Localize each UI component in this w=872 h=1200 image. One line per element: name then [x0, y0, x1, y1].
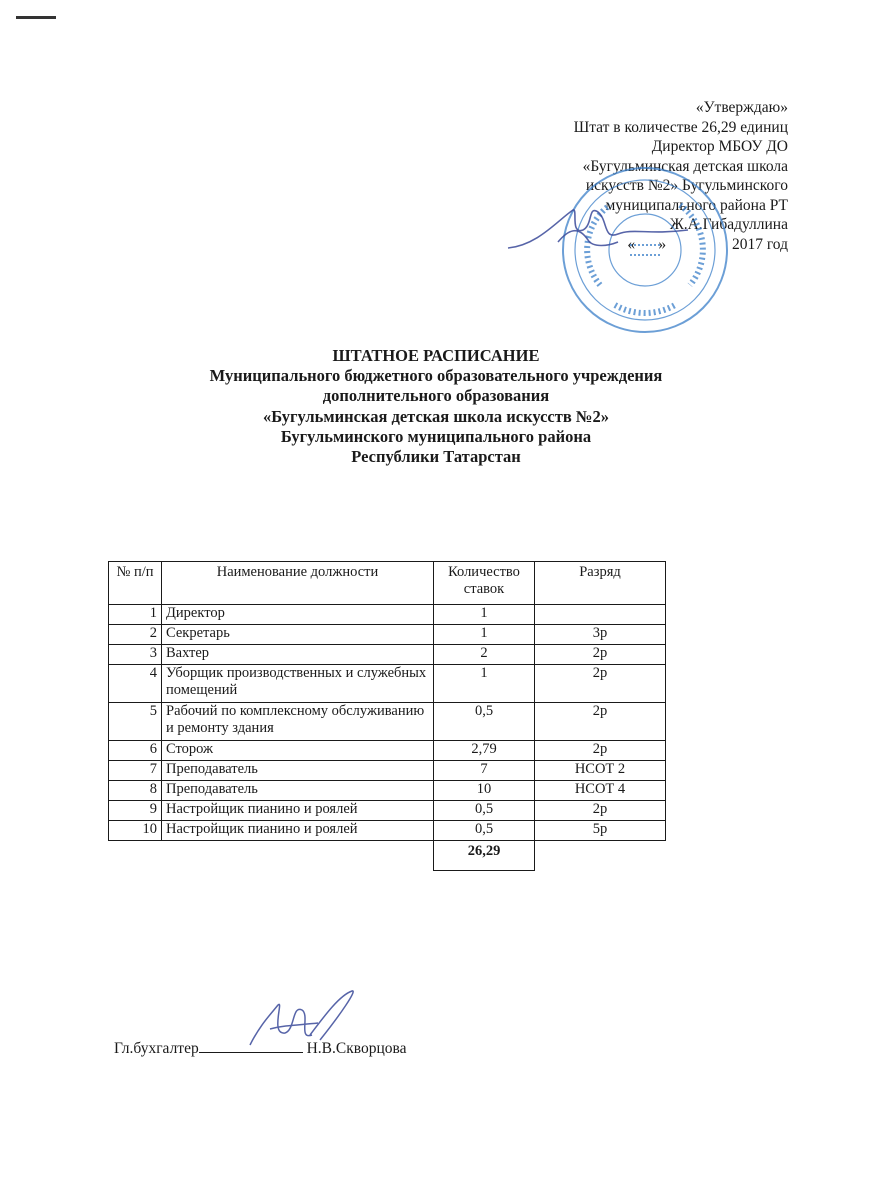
cell-qty: 2	[434, 645, 535, 665]
cell-name: Рабочий по комплексному обслуживанию и ремонту здания	[162, 703, 434, 741]
table-row	[109, 741, 666, 761]
table-row	[109, 645, 666, 665]
table-row	[109, 625, 666, 645]
footer-name: Н.В.Скворцова	[306, 1040, 407, 1057]
approval-date-line: « » 2017 год	[627, 235, 788, 253]
cell-qty: 2,79	[434, 741, 535, 761]
cell-num: 7	[109, 761, 162, 781]
cell-num: 2	[109, 625, 162, 645]
approval-line: Ж.А.Гибадуллина	[669, 216, 788, 233]
cell-num: 5	[109, 703, 162, 741]
cell-num: 1	[109, 605, 162, 625]
cell-name: Настройщик пианино и роялей	[162, 801, 434, 821]
cell-name: Директор	[162, 605, 434, 625]
cell-grade: 2р	[535, 741, 666, 761]
cell-grade	[535, 605, 666, 625]
cell-name: Настройщик пианино и роялей	[162, 821, 434, 841]
total-row	[109, 841, 666, 871]
table-row	[109, 821, 666, 841]
title-line: дополнительного образования	[322, 386, 550, 406]
cell-qty: 7	[434, 761, 535, 781]
cell-grade: 3р	[535, 625, 666, 645]
staff-table	[108, 561, 666, 871]
cell-num: 3	[109, 645, 162, 665]
title-line: «Бугульминская детская школа искусств №2»	[263, 406, 609, 426]
signature-line	[199, 1036, 303, 1053]
approval-line: «Бугульминская детская школа	[582, 157, 788, 175]
table-row	[109, 605, 666, 625]
cell-grade: 2р	[535, 645, 666, 665]
cell-name: Вахтер	[162, 645, 434, 665]
cell-num: 9	[109, 801, 162, 821]
cell-name: Сторож	[162, 741, 434, 761]
cell-name: Преподаватель	[162, 781, 434, 801]
approval-line: искусств №2» Бугульминского	[585, 177, 788, 194]
cell-qty: 0,5	[434, 703, 535, 741]
cell-num: 6	[109, 741, 162, 761]
header-num: № п/п	[109, 562, 162, 605]
table-row	[109, 801, 666, 821]
cell-grade: НСОТ 2	[535, 761, 666, 781]
approval-line: «Утверждаю»	[695, 99, 788, 116]
header-grade: Разряд	[535, 562, 666, 605]
cell-qty: 0,5	[434, 801, 535, 821]
cell-num: 4	[109, 665, 162, 703]
cell-grade: 2р	[535, 801, 666, 821]
table-row	[109, 665, 666, 703]
title-line: Республики Татарстан	[351, 447, 521, 467]
document-title	[100, 346, 772, 467]
cell-qty: 1	[434, 665, 535, 703]
table-row	[109, 761, 666, 781]
cell-grade: 5р	[535, 821, 666, 841]
approval-line: Директор МБОУ ДО	[651, 138, 788, 155]
cell-num: 10	[109, 821, 162, 841]
header-qty: Количество ставок	[434, 562, 535, 605]
total-qty: 26,29	[434, 841, 535, 871]
director-signature	[498, 190, 698, 260]
cell-qty: 1	[434, 625, 535, 645]
approval-line: муниципального района РТ	[605, 196, 788, 214]
table-header-row	[109, 562, 666, 605]
cell-grade: 2р	[535, 665, 666, 703]
table-row	[109, 781, 666, 801]
cell-name: Преподаватель	[162, 761, 434, 781]
title-line: ШТАТНОЕ РАСПИСАНИЕ	[332, 346, 540, 365]
title-line: Бугульминского муниципального района	[280, 426, 592, 446]
approval-line: Штат в количестве 26,29 единиц	[573, 118, 788, 136]
footer-role: Гл.бухгалтер	[114, 1040, 199, 1057]
title-line: Муниципального бюджетного образовательного учреждения	[209, 366, 663, 386]
cell-qty: 10	[434, 781, 535, 801]
footer	[114, 1036, 407, 1058]
table-row	[109, 703, 666, 741]
scan-mark	[16, 16, 56, 19]
cell-num: 8	[109, 781, 162, 801]
cell-grade: 2р	[535, 703, 666, 741]
header-name: Наименование должности	[162, 562, 434, 605]
cell-grade: НСОТ 4	[535, 781, 666, 801]
cell-qty: 0,5	[434, 821, 535, 841]
cell-qty: 1	[434, 605, 535, 625]
cell-name: Уборщик производственных и служебных помещений	[162, 665, 434, 703]
cell-name: Секретарь	[162, 625, 434, 645]
